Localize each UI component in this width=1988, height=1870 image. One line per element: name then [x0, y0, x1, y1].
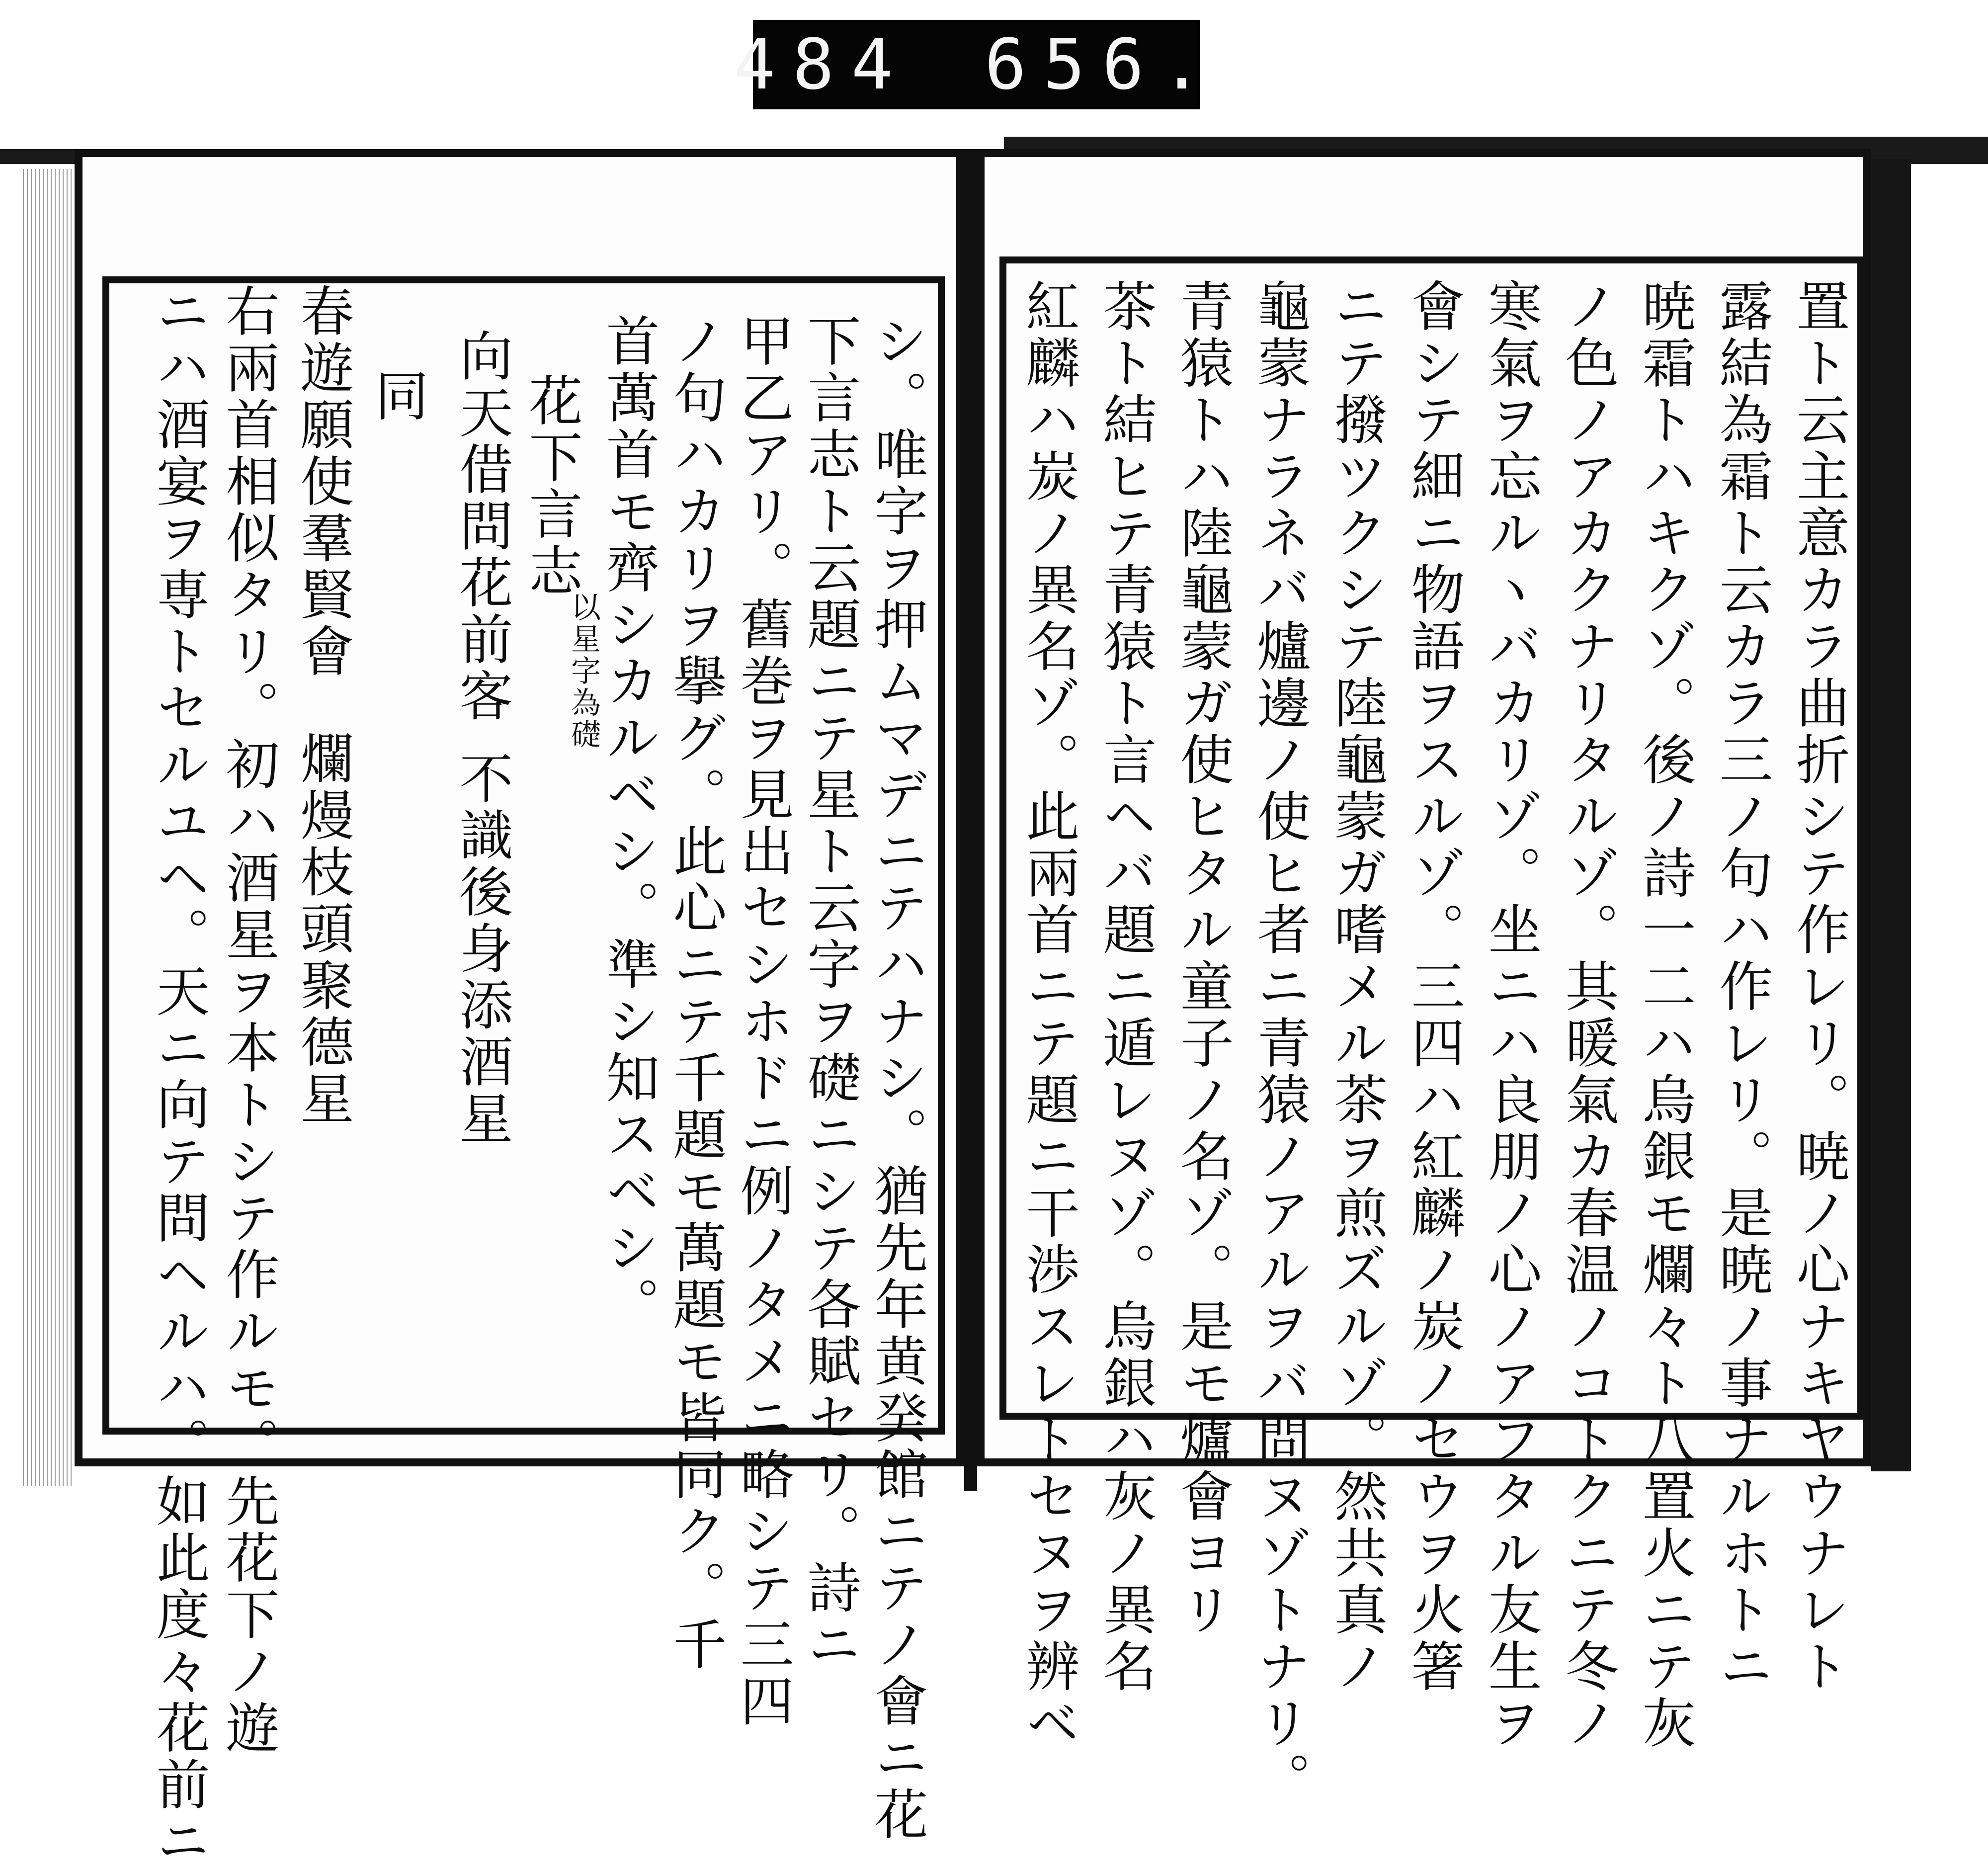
- right-page-text-frame: [999, 256, 1864, 1808]
- annotation-note: 以星字為礎: [566, 592, 601, 751]
- poem-title: 花下言志: [520, 373, 582, 599]
- text-column: 甲乙アリ。舊巻ヲ見出セシホドニ例ノタメニ略シテ三四: [731, 313, 793, 1730]
- text-column: 紅麟ハ炭ノ異名ゾ。此兩首ニテ題ニ干渉スレトセヌヲ辨ベ: [1017, 278, 1079, 1752]
- text-column: 右兩首相似タリ。初ハ酒星ヲ本トシテ作ルモ。先花下ノ遊: [217, 283, 279, 1757]
- book-spine: [964, 149, 977, 1491]
- text-column: ニテ撥ツクシテ陸龜蒙ガ嗜メル茶ヲ煎ズルゾ。然共真ノ: [1325, 278, 1387, 1695]
- archive-number-plate: [733, 20, 1220, 109]
- text-column: 會シテ細ニ物語ヲスルゾ。三四ハ紅麟ノ炭ノセウヲ火箸: [1402, 278, 1464, 1695]
- page-stack-edge: [20, 169, 75, 1486]
- text-column: 龜蒙ナラネバ爐邊ノ使ヒ者ニ青猿ノアルヲバ問ヌゾトナリ。: [1248, 278, 1310, 1808]
- poem-line: 爛熳枝頭聚德星: [291, 731, 353, 1127]
- text-column: 下言志ト云題ニテ星ト云字ヲ礎ニシテ各賦セリ。詩ニ: [798, 313, 860, 1673]
- left-page-text-frame: [102, 276, 945, 1870]
- text-column: 青猿トハ陸龜蒙ガ使ヒタル童子ノ名ゾ。是モ爐會ヨリ: [1171, 278, 1233, 1638]
- left-page: [75, 149, 964, 1870]
- text-column: 露結為霜ト云カラ三ノ句ハ作レリ。是暁ノ事ナルホトニ: [1710, 278, 1772, 1695]
- volume-number: 484: [733, 24, 910, 105]
- poem-line: 春遊願使羣賢會: [291, 283, 353, 680]
- text-column: シ。唯字ヲ押ムマデニテハナシ。猶先年黄癸館ニテノ會ニ花: [865, 313, 927, 1843]
- poem-line: 向天借問花前客: [450, 328, 512, 725]
- text-column: ニハ酒宴ヲ専トセルユヘ。天ニ向テ問ヘルハ。如此度々花前ニ: [147, 283, 209, 1870]
- text-column: 寒氣ヲ忘ルヽバカリゾ。坐ニハ良朋ノ心ノアフタル友生ヲ: [1479, 278, 1541, 1752]
- poem-line: 不識後身添酒星: [450, 751, 512, 1147]
- frame-number: 656.: [984, 24, 1220, 105]
- text-column: ノ色ノアカクナリタルゾ。其暖氣カ春温ノコトクニテ冬ノ: [1556, 278, 1618, 1752]
- text-column: 暁霜トハキクゾ。後ノ詩一二ハ烏銀モ爛々ト八置火ニテ灰: [1633, 278, 1695, 1752]
- back-cover-edge: [1871, 159, 1911, 1471]
- poem-title: 同: [366, 368, 428, 425]
- text-column: 茶ト結ヒテ青猿ト言ヘバ題ニ遁レヌゾ。烏銀ハ灰ノ異名: [1094, 278, 1156, 1695]
- text-column: 首萬首モ齊シカルベシ。準シ知スベシ。: [597, 313, 659, 1333]
- right-page: [977, 149, 1871, 1808]
- text-column: 置ト云主意カラ曲折シテ作レリ。暁ノ心ナキヤウナレト: [1787, 278, 1849, 1695]
- text-column: ノ句ハカリヲ擧グ。此心ニテ千題モ萬題モ皆同ク。千: [664, 313, 726, 1673]
